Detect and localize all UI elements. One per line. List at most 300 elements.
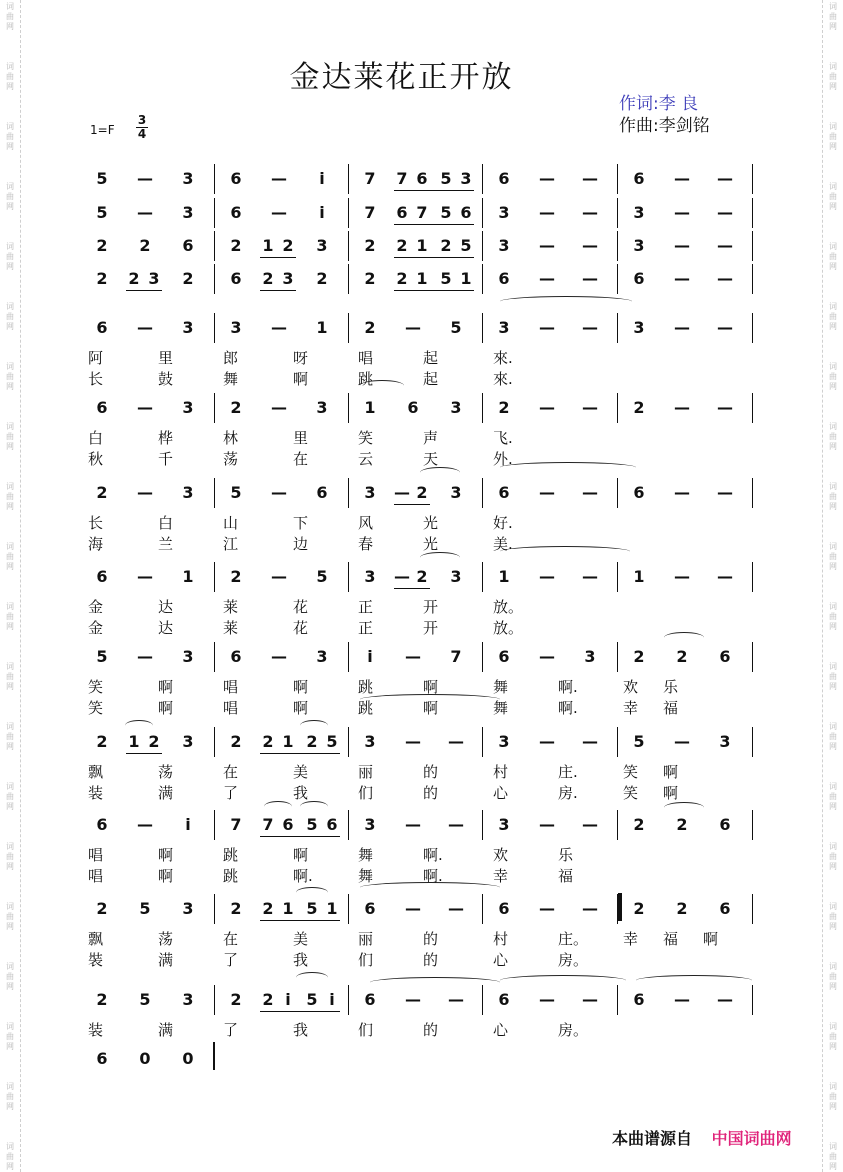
lyric-syllable: 來. bbox=[493, 349, 513, 367]
note: — bbox=[674, 236, 690, 255]
watermark-text: 词 曲 网 bbox=[6, 182, 14, 211]
beam-underline bbox=[394, 224, 474, 225]
note: — bbox=[674, 732, 690, 751]
note: 0 bbox=[182, 1049, 194, 1068]
note: 1 bbox=[460, 269, 472, 288]
note: 2 bbox=[96, 899, 108, 918]
lyric-syllable: 满 bbox=[158, 1021, 174, 1039]
lyric-syllable: 郎 bbox=[223, 349, 239, 367]
note: 5 bbox=[230, 483, 242, 502]
bar-line bbox=[482, 894, 483, 924]
note: 1 bbox=[262, 236, 274, 255]
lyric-syllable: 啊 bbox=[663, 784, 679, 802]
lyric-syllable: 啊 bbox=[423, 678, 439, 696]
note: — bbox=[539, 398, 555, 417]
bar-line bbox=[214, 894, 215, 924]
bar-line bbox=[617, 478, 618, 508]
note: 2 bbox=[148, 732, 160, 751]
lyric-syllable: 光 bbox=[423, 514, 439, 532]
bar-line bbox=[214, 985, 215, 1015]
bar-line bbox=[214, 393, 215, 423]
footer bbox=[612, 1126, 792, 1149]
bar-line bbox=[752, 810, 753, 840]
note: — bbox=[539, 990, 555, 1009]
watermark-text: 词 曲 网 bbox=[6, 842, 14, 871]
lyric-syllable: 裝 bbox=[88, 951, 104, 969]
note: — bbox=[271, 567, 287, 586]
note: 7 bbox=[364, 203, 376, 222]
lyric-syllable: 金 bbox=[88, 598, 104, 616]
note: — bbox=[539, 899, 555, 918]
note: 6 bbox=[230, 169, 242, 188]
lyric-line bbox=[0, 427, 843, 447]
note: — bbox=[582, 269, 598, 288]
lyric-syllable: 阿 bbox=[88, 349, 104, 367]
bar-line bbox=[214, 231, 215, 261]
final-bar-line bbox=[213, 1042, 215, 1070]
score-row bbox=[0, 393, 843, 423]
lyric-syllable: 啊. bbox=[293, 867, 313, 885]
note: 5 bbox=[440, 203, 452, 222]
lyric-syllable: 正 bbox=[358, 619, 374, 637]
lyric-syllable: 幸 bbox=[493, 867, 509, 885]
score-row bbox=[0, 1044, 843, 1074]
note: — bbox=[405, 318, 421, 337]
lyric-syllable: 啊 bbox=[423, 699, 439, 717]
note: 3 bbox=[316, 398, 328, 417]
lyric-syllable: 鼓 bbox=[158, 370, 174, 388]
bar-line bbox=[348, 985, 349, 1015]
score-row bbox=[0, 985, 843, 1015]
lyric-syllable: 笑 bbox=[623, 784, 639, 802]
note: 3 bbox=[364, 732, 376, 751]
note: 1 bbox=[416, 269, 428, 288]
note: 6 bbox=[316, 483, 328, 502]
repeat-sign bbox=[618, 893, 622, 921]
lyric-syllable: 了 bbox=[223, 1021, 239, 1039]
lyric-line bbox=[0, 448, 843, 468]
note: 1 bbox=[364, 398, 376, 417]
lyric-line bbox=[0, 928, 843, 948]
note: 5 bbox=[450, 318, 462, 337]
note: 7 bbox=[396, 169, 408, 188]
bar-line bbox=[752, 164, 753, 194]
note: — bbox=[448, 732, 464, 751]
note: 1 bbox=[326, 899, 338, 918]
watermark-text: 词 曲 网 bbox=[6, 722, 14, 751]
bar-line bbox=[348, 562, 349, 592]
note: — bbox=[717, 567, 733, 586]
lyric-syllable: 啊. bbox=[558, 699, 578, 717]
lyric-line bbox=[0, 782, 843, 802]
note: 6 bbox=[364, 899, 376, 918]
lyric-syllable: 我 bbox=[293, 784, 309, 802]
lyric-syllable: 的 bbox=[423, 1021, 439, 1039]
lyric-syllable: 呀 bbox=[293, 349, 309, 367]
watermark-text: 词 曲 网 bbox=[829, 1022, 837, 1051]
note: 2 bbox=[633, 815, 645, 834]
slur bbox=[420, 467, 460, 478]
watermark-text: 词 曲 网 bbox=[829, 62, 837, 91]
lyric-syllable: 桦 bbox=[158, 429, 174, 447]
note: 6 bbox=[498, 899, 510, 918]
note: — bbox=[394, 567, 410, 586]
beam-underline bbox=[260, 290, 296, 291]
note: 3 bbox=[182, 398, 194, 417]
note: 6 bbox=[396, 203, 408, 222]
lyric-line bbox=[0, 1019, 843, 1039]
slur bbox=[300, 720, 328, 731]
watermark-text: 词 曲 网 bbox=[829, 1082, 837, 1111]
note: 3 bbox=[230, 318, 242, 337]
note: 2 bbox=[396, 269, 408, 288]
lyric-syllable: 乐 bbox=[558, 846, 574, 864]
watermark-text: 词 曲 网 bbox=[6, 1142, 14, 1171]
watermark-text: 词 曲 网 bbox=[6, 122, 14, 151]
lyric-syllable: 荡 bbox=[158, 763, 174, 781]
lyric-syllable: 我 bbox=[293, 951, 309, 969]
note: 2 bbox=[96, 732, 108, 751]
note: — bbox=[582, 990, 598, 1009]
slur bbox=[500, 546, 630, 557]
note: 2 bbox=[230, 990, 242, 1009]
score-row bbox=[0, 198, 843, 228]
note: — bbox=[582, 398, 598, 417]
beam-underline bbox=[260, 1011, 340, 1012]
bar-line bbox=[348, 894, 349, 924]
lyric-syllable: 放。 bbox=[493, 598, 524, 616]
lyric-syllable: 啊 bbox=[158, 699, 174, 717]
note: — bbox=[137, 398, 153, 417]
note: 6 bbox=[498, 169, 510, 188]
lyric-syllable: 们 bbox=[358, 1021, 374, 1039]
lyric-syllable: 装 bbox=[88, 1021, 104, 1039]
watermark-text: 词 曲 网 bbox=[829, 1142, 837, 1171]
lyric-syllable: 装 bbox=[88, 784, 104, 802]
bar-line bbox=[482, 164, 483, 194]
note: — bbox=[674, 269, 690, 288]
note: — bbox=[674, 990, 690, 1009]
watermark-text: 词 曲 网 bbox=[6, 902, 14, 931]
note: 6 bbox=[230, 203, 242, 222]
lyric-syllable: 飘 bbox=[88, 763, 104, 781]
note: 5 bbox=[316, 567, 328, 586]
song-title: 金达莱花正开放 bbox=[289, 60, 514, 95]
bar-line bbox=[348, 478, 349, 508]
watermark-text: 词 曲 网 bbox=[829, 722, 837, 751]
note: — bbox=[137, 567, 153, 586]
lyric-syllable: 唱 bbox=[223, 678, 239, 696]
lyric-line bbox=[0, 347, 843, 367]
note: — bbox=[674, 483, 690, 502]
note: 1 bbox=[182, 567, 194, 586]
lyric-syllable: 啊 bbox=[293, 699, 309, 717]
watermark-text: 词 曲 网 bbox=[6, 1082, 14, 1111]
credits bbox=[619, 93, 710, 137]
lyric-syllable: 美 bbox=[293, 763, 309, 781]
composer-credit: 作曲:李剑铭 bbox=[619, 116, 710, 136]
lyric-syllable: 春 bbox=[358, 535, 374, 553]
bar-line bbox=[348, 810, 349, 840]
bar-line bbox=[752, 894, 753, 924]
bar-line bbox=[214, 198, 215, 228]
bar-line bbox=[482, 231, 483, 261]
note: 0 bbox=[139, 1049, 151, 1068]
note: — bbox=[582, 203, 598, 222]
bar-line bbox=[617, 642, 618, 672]
beam-underline bbox=[394, 257, 474, 258]
note: 3 bbox=[450, 567, 462, 586]
lyric-syllable: 山 bbox=[223, 514, 239, 532]
lyric-syllable: 啊. bbox=[558, 678, 578, 696]
lyric-syllable: 满 bbox=[158, 951, 174, 969]
note: 5 bbox=[306, 899, 318, 918]
note: 6 bbox=[326, 815, 338, 834]
note: 5 bbox=[306, 990, 318, 1009]
lyric-syllable: 笑 bbox=[88, 678, 104, 696]
lyric-line bbox=[0, 761, 843, 781]
slur bbox=[664, 802, 704, 813]
lyric-syllable: 舞 bbox=[493, 699, 509, 717]
note: 6 bbox=[96, 567, 108, 586]
lyric-syllable: 江 bbox=[223, 535, 239, 553]
note: — bbox=[394, 483, 410, 502]
lyric-syllable: 跳 bbox=[223, 846, 239, 864]
note: — bbox=[674, 318, 690, 337]
lyric-syllable: 啊 bbox=[158, 846, 174, 864]
beam-underline bbox=[260, 836, 340, 837]
bar-line bbox=[617, 985, 618, 1015]
note: 6 bbox=[498, 269, 510, 288]
note: 2 bbox=[364, 318, 376, 337]
note: 3 bbox=[182, 318, 194, 337]
note: — bbox=[271, 318, 287, 337]
watermark-text: 词 曲 网 bbox=[829, 842, 837, 871]
lyric-syllable: 满 bbox=[158, 784, 174, 802]
note: 5 bbox=[139, 899, 151, 918]
score-row bbox=[0, 231, 843, 261]
note: 1 bbox=[416, 236, 428, 255]
lyric-line bbox=[0, 596, 843, 616]
watermark-text: 词 曲 网 bbox=[829, 182, 837, 211]
beam-underline bbox=[126, 753, 162, 754]
note: 2 bbox=[306, 732, 318, 751]
bar-line bbox=[482, 810, 483, 840]
watermark-text: 词 曲 网 bbox=[829, 782, 837, 811]
bar-line bbox=[617, 198, 618, 228]
note: 5 bbox=[326, 732, 338, 751]
note: 5 bbox=[96, 647, 108, 666]
watermark-text: 词 曲 网 bbox=[829, 122, 837, 151]
bar-line bbox=[752, 231, 753, 261]
lyric-syllable: 天 bbox=[423, 450, 439, 468]
lyric-syllable: 房。 bbox=[558, 1021, 589, 1039]
lyric-syllable: 飘 bbox=[88, 930, 104, 948]
note: 5 bbox=[96, 203, 108, 222]
lyric-syllable: 起 bbox=[423, 349, 439, 367]
lyric-syllable: 开 bbox=[423, 598, 439, 616]
bar-line bbox=[348, 393, 349, 423]
watermark-text: 词 曲 网 bbox=[6, 422, 14, 451]
note: — bbox=[539, 203, 555, 222]
note: 2 bbox=[416, 567, 428, 586]
note: 3 bbox=[498, 732, 510, 751]
note: — bbox=[582, 236, 598, 255]
note: 3 bbox=[498, 236, 510, 255]
lyric-line bbox=[0, 368, 843, 388]
beam-underline bbox=[260, 753, 340, 754]
lyric-syllable: 唱 bbox=[88, 846, 104, 864]
slur bbox=[360, 694, 500, 705]
note: 3 bbox=[364, 815, 376, 834]
bar-line bbox=[752, 198, 753, 228]
note: 2 bbox=[262, 269, 274, 288]
footer-site-name: 中国词曲网 bbox=[711, 1129, 792, 1148]
lyric-syllable: 长 bbox=[88, 514, 104, 532]
note: 3 bbox=[182, 203, 194, 222]
score-row bbox=[0, 313, 843, 343]
note: 5 bbox=[460, 236, 472, 255]
lyric-syllable: 笑 bbox=[88, 699, 104, 717]
score-row bbox=[0, 642, 843, 672]
bar-line bbox=[482, 313, 483, 343]
lyric-syllable: 啊 bbox=[293, 370, 309, 388]
note: 6 bbox=[633, 483, 645, 502]
note: — bbox=[539, 318, 555, 337]
lyric-syllable: 村 bbox=[493, 763, 509, 781]
lyric-syllable: 的 bbox=[423, 951, 439, 969]
bar-line bbox=[482, 985, 483, 1015]
note: — bbox=[137, 203, 153, 222]
lyric-syllable: 里 bbox=[293, 429, 309, 447]
bar-line bbox=[617, 313, 618, 343]
lyric-syllable: 啊 bbox=[293, 678, 309, 696]
bar-line bbox=[214, 264, 215, 294]
bar-line bbox=[482, 562, 483, 592]
note: — bbox=[717, 169, 733, 188]
note: 2 bbox=[230, 236, 242, 255]
score-row bbox=[0, 894, 843, 924]
note: — bbox=[717, 236, 733, 255]
note: 3 bbox=[498, 815, 510, 834]
lyric-line bbox=[0, 949, 843, 969]
note: — bbox=[582, 318, 598, 337]
note: 2 bbox=[96, 483, 108, 502]
lyric-syllable: 舞 bbox=[493, 678, 509, 696]
note: 6 bbox=[282, 815, 294, 834]
note: 2 bbox=[440, 236, 452, 255]
lyric-syllable: 心 bbox=[493, 951, 509, 969]
lyric-line bbox=[0, 676, 843, 696]
lyric-syllable: 唱 bbox=[88, 867, 104, 885]
note: 6 bbox=[96, 398, 108, 417]
note: 6 bbox=[364, 990, 376, 1009]
note: 3 bbox=[364, 483, 376, 502]
note: 2 bbox=[230, 732, 242, 751]
note: — bbox=[582, 899, 598, 918]
lyric-syllable: 白 bbox=[88, 429, 104, 447]
note: — bbox=[539, 732, 555, 751]
lyric-syllable: 云 bbox=[358, 450, 374, 468]
lyric-syllable: 达 bbox=[158, 619, 174, 637]
lyric-syllable: 福 bbox=[663, 930, 679, 948]
bar-line bbox=[348, 231, 349, 261]
note: 2 bbox=[262, 899, 274, 918]
footer-source-label: 本曲谱源自 bbox=[612, 1129, 693, 1148]
note: 2 bbox=[128, 269, 140, 288]
note: — bbox=[271, 398, 287, 417]
lyric-syllable: 白 bbox=[158, 514, 174, 532]
lyric-syllable: 荡 bbox=[158, 930, 174, 948]
bar-line bbox=[348, 264, 349, 294]
note: 2 bbox=[396, 236, 408, 255]
note: 3 bbox=[316, 647, 328, 666]
bar-line bbox=[348, 642, 349, 672]
watermark-text: 词 曲 网 bbox=[829, 542, 837, 571]
lyric-syllable: 來. bbox=[493, 370, 513, 388]
note: 7 bbox=[230, 815, 242, 834]
lyric-syllable: 莱 bbox=[223, 598, 239, 616]
lyric-syllable: 了 bbox=[223, 951, 239, 969]
slur bbox=[370, 977, 500, 988]
slur bbox=[636, 975, 752, 986]
bar-line bbox=[617, 264, 618, 294]
note: — bbox=[674, 203, 690, 222]
lyric-syllable: 在 bbox=[293, 450, 309, 468]
time-signature-top: 3 bbox=[137, 113, 147, 127]
bar-line bbox=[482, 198, 483, 228]
slur bbox=[500, 296, 632, 307]
bar-line bbox=[482, 727, 483, 757]
note: — bbox=[137, 483, 153, 502]
beam-underline bbox=[394, 190, 474, 191]
bar-line bbox=[214, 562, 215, 592]
note: 6 bbox=[498, 483, 510, 502]
note: 3 bbox=[498, 318, 510, 337]
lyric-syllable: 放。 bbox=[493, 619, 524, 637]
lyric-syllable: 的 bbox=[423, 763, 439, 781]
note: — bbox=[137, 647, 153, 666]
slur bbox=[296, 972, 328, 983]
lyric-line bbox=[0, 512, 843, 532]
note: 6 bbox=[633, 269, 645, 288]
note: 6 bbox=[633, 990, 645, 1009]
lyric-syllable: 在 bbox=[223, 930, 239, 948]
note: 3 bbox=[633, 203, 645, 222]
lyric-syllable: 飞. bbox=[493, 429, 513, 447]
note: 2 bbox=[498, 398, 510, 417]
note: 3 bbox=[182, 647, 194, 666]
note: — bbox=[674, 398, 690, 417]
watermark-text: 词 曲 网 bbox=[829, 602, 837, 631]
watermark-text: 词 曲 网 bbox=[829, 302, 837, 331]
note: — bbox=[717, 990, 733, 1009]
lyric-syllable: 千 bbox=[158, 450, 174, 468]
note: — bbox=[539, 567, 555, 586]
note: 2 bbox=[262, 990, 274, 1009]
lyric-syllable: 的 bbox=[423, 930, 439, 948]
bar-line bbox=[348, 313, 349, 343]
bar-line bbox=[752, 393, 753, 423]
bar-line bbox=[214, 727, 215, 757]
note: — bbox=[448, 990, 464, 1009]
lyric-syllable: 丽 bbox=[358, 763, 374, 781]
score-row bbox=[0, 264, 843, 294]
slur bbox=[664, 632, 704, 643]
note: i bbox=[329, 990, 335, 1009]
lyric-syllable: 好. bbox=[493, 514, 513, 532]
watermark-text: 词 曲 网 bbox=[829, 482, 837, 511]
